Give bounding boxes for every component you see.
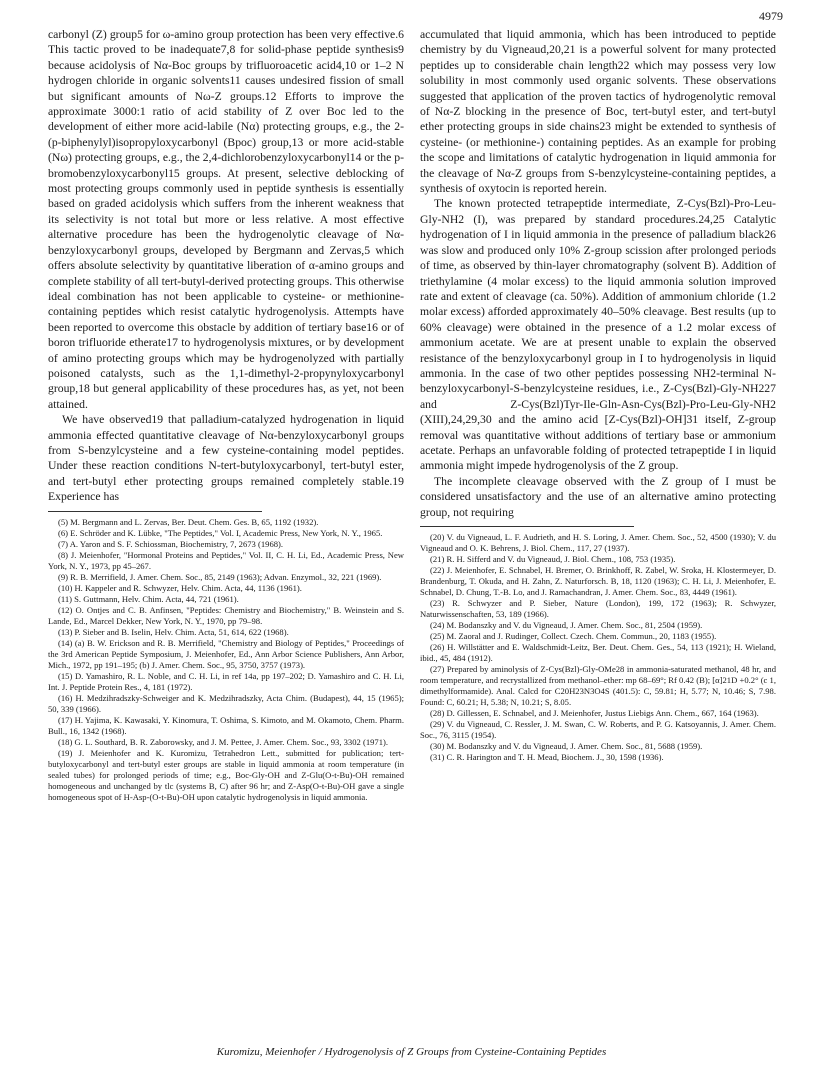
reference-item: (20) V. du Vigneaud, L. F. Audrieth, and H. S. Loring, J. Amer. Chem. Soc., 52, 4500 (1930); V. du Vigneaud and O. K. Behrens, J. Biol. Chem., 117, 27 (1937). [420,532,776,553]
reference-item: (22) J. Meienhofer, E. Schnabel, H. Bremer, O. Brinkhoff, R. Zabel, W. Sroka, H. Klostermeyer, D. Brandenburg, T. Okuda, and H. Zahn, Z. Naturforsch. B, 18, 1120 (1963); C. H. Li, J. Meienhofer, E. Schnabel, D. Chung, T.-B. Lo, and J. Ramachandran, J. Amer. Chem. Soc., 83, 4449 (1961). [420,565,776,597]
reference-item: (14) (a) B. W. Erickson and R. B. Merrifield, "Chemistry and Biology of Peptides," Proceedings of the 3rd American Peptide Symposium, J. Meienhofer, Ed., Ann Arbor Science Publishers, Ann Arbor, Mich., 1972, pp 191–195; (b) J. Amer. Chem. Soc., 95, 3750, 3757 (1973). [48,637,404,670]
running-footer: Kuromizu, Meienhofer / Hydrogenolysis of Z Groups from Cysteine-Containing Peptides [216,1046,607,1058]
reference-item: (7) A. Yaron and S. F. Schiossman, Biochemistry, 7, 2673 (1968). [58,538,284,549]
reference-item: (25) M. Zaoral and J. Rudinger, Collect. Czech. Chem. Commun., 20, 1183 (1955). [430,631,717,641]
body-paragraph: The incomplete cleavage observed with the Z group of I must be considered unsatisfactory and the use of an alternative amino protecting group, not requiring [420,474,776,519]
reference-item: (10) H. Kappeler and R. Schwyzer, Helv. Chim. Acta, 44, 1136 (1961). [58,582,302,593]
left-column [48,27,404,803]
reference-list [48,517,404,803]
reference-item: (18) G. L. Southard, B. R. Zaborowsky, and J. M. Pettee, J. Amer. Chem. Soc., 93, 3302 (1971). [58,736,389,747]
body-paragraph: We have observed19 that palladium-catalyzed hydrogenation in liquid ammonia effected quantitative cleavage of Nα-benzyloxycarbonyl groups from S-benzylcysteine and a few cysteine-containing model peptides. Under these reaction conditions N-tert-butyloxycarbonyl, tert-butyl ester, and tert-butyl ether protecting groups remained completely stable.19 Experience has [48,413,404,504]
reference-item: (9) R. B. Merrifield, J. Amer. Chem. Soc., 85, 2149 (1963); Advan. Enzymol., 32, 221 (1969). [58,571,382,582]
footnote-divider [48,511,262,512]
reference-item: (11) S. Guttmann, Helv. Chim. Acta, 44, 721 (1961). [58,593,239,604]
reference-item: (28) D. Gillessen, E. Schnabel, and J. Meienhofer, Justus Liebigs Ann. Chem., 667, 164 (1963). [430,708,759,718]
reference-item: (5) M. Bergmann and L. Zervas, Ber. Deut. Chem. Ges. B, 65, 1192 (1932). [58,516,319,527]
reference-item: (30) M. Bodanszky and V. du Vigneaud, J. Amer. Chem. Soc., 81, 5688 (1959). [430,741,703,751]
reference-item: (27) Prepared by aminolysis of Z-Cys(Bzl)-Gly-OMe28 in ammonia-saturated methanol, 48 hr, and room temperature, and recrystallized from methanol–ether: mp 68–69°; Rf 0.42 (B); [α]21D +0.2° (c 1, dimethylformamide). Anal. Calcd for C20H23N3O4S (401.5): C, 59.81; H, 5.77; N, 10.46; S, 7.98. Found: C, 60.21; H, 5.38; N, 10.21; S, 8.05. [420,664,776,707]
reference-list [420,532,776,763]
reference-item: (16) H. Medzihradszky-Schweiger and K. Medzihradszky, Acta Chim. (Budapest), 44, 15 (1965); 50, 339 (1966). [48,692,404,714]
reference-item: (15) D. Yamashiro, R. L. Noble, and C. H. Li, in ref 14a, pp 197–202; D. Yamashiro and C. H. Li, Int. J. Peptide Protein Res., 4, 181 (1972). [48,670,404,692]
body-paragraph: carbonyl (Z) group5 for ω-amino group protection has been very effective.6 This tactic proved to be inadequate7,8 for solid-phase peptide synthesis9 because acidolysis of Nα-Boc groups by trifluoroacetic acid4,10 or 1–2 N hydrogen chloride in organic solvents11 causes undesired fission of small but significant amounts of Nω-Z groups.12 Efforts to improve the approximate 3000:1 ratio of acid stability of Z over Boc led to the development of either more acid-labile (Nα) protecting groups, e.g., the 2-(p-biphenylyl)isopropyloxycarbonyl (Bpoc) group,13 or more acid-stable (Nω) protecting groups, e.g., the 2,4-dichlorobenzyloxycarbonyl14 or the p-bromobenzyloxycarbonyl15 groups. At present, selective deblocking of most protecting groups commonly used in peptide synthesis is essentially based on graded acidolysis which suffers from the inherent weakness that its selectivity is not total but more or less relative. A most effective alternative procedure has been the hydrogenolytic cleavage of Nα-benzyloxycarbonyl groups, developed by Bergmann and Zervas,5 which offers absolute selectivity by quantitative liberation of α-amino groups and complete stability of all tert-butyl-derived protecting groups. This otherwise ideal combination has not been applicable to cysteine- or methionine-containing peptides which resist catalytic hydrogenolysis. Attempts have been reported to overcome this obstacle by addition of tertiary base16 or of boron trifluoride etherate17 to hydrogenolysis mixtures, or by development of amino protecting groups which may be hydrogenolyzed with partially poisoned catalysts, such as the 1,1-dimethyl-2-propynyloxycarbonyl group,18 but general applicability of these procedures has, as yet, not been attained. [48,28,404,411]
reference-item: (21) R. H. Sifferd and V. du Vigneaud, J. Biol. Chem., 108, 753 (1935). [430,554,676,564]
footnote-divider [420,526,634,527]
reference-item: (13) P. Sieber and B. Iselin, Helv. Chim. Acta, 51, 614, 622 (1968). [58,626,289,637]
reference-item: (29) V. du Vigneaud, C. Ressler, J. M. Swan, C. W. Roberts, and P. G. Katsoyannis, J. Amer. Chem. Soc., 76, 3115 (1954). [420,719,776,740]
reference-item: (31) C. R. Harington and T. H. Mead, Biochem. J., 30, 1598 (1936). [430,752,664,762]
reference-item: (8) J. Meienhofer, "Hormonal Proteins and Peptides," Vol. II, C. H. Li, Ed., Academic Press, New York, N. Y., 1973, pp 45–267. [48,549,404,571]
page-number: 4979 [759,9,783,23]
reference-item: (26) H. Willstätter and E. Waldschmidt-Leitz, Ber. Deut. Chem. Ges., 54, 113 (1921); H. Wieland, ibid., 45, 484 (1912). [420,642,776,663]
reference-item: (24) M. Bodanszky and V. du Vigneaud, J. Amer. Chem. Soc., 81, 2504 (1959). [430,620,703,630]
reference-item: (6) E. Schröder and K. Lübke, "The Peptides," Vol. I, Academic Press, New York, N. Y., 1965. [58,527,383,538]
reference-item: (17) H. Yajima, K. Kawasaki, Y. Kinomura, T. Oshima, S. Kimoto, and M. Okamoto, Chem. Pharm. Bull., 16, 1342 (1968). [48,714,404,736]
reference-item: (12) O. Ontjes and C. B. Anfinsen, "Peptides: Chemistry and Biochemistry," B. Weinstein and S. Lande, Ed., Marcel Dekker, New York, N. Y., 1970, pp 79–98. [48,604,404,626]
reference-item: (19) J. Meienhofer and K. Kuromizu, Tetrahedron Lett., submitted for publication; tert-butyloxycarbonyl and tert-butyl ester groups are stable in liquid ammonia at room temperature (in sealed tubes) for prolonged periods of time; e.g., Boc-Gly-OH and Z-Glu(O-t-Bu)-OH remained homogeneous and unchanged by tlc (systems B, C) after 96 hr; and Z-Asp(O-t-Bu)-OH gave a single homogeneous spot of H-Asp-(O-t-Bu)-OH upon catalytic hydrogenolysis in liquid ammonia. [48,747,404,802]
body-paragraph: The known protected tetrapeptide intermediate, Z-Cys(Bzl)-Pro-Leu-Gly-NH2 (I), was prepared by standard procedures.24,25 Catalytic hydrogenation of I in liquid ammonia in the presence of palladium black26 was slow and produced only 10% Z-group scission after prolonged periods of time, as observed by thin-layer chromatography (solvent B). Addition of triethylamine (4 molar excess) to the liquid ammonia solution improved rate and extent of cleavage (ca. 50%). Addition of ammonium chloride (1.2 molar excess) afforded approximately 40–50% cleavage. Best results (up to 60% cleavage) were obtained in the presence of a 1.2 molar excess of ammonium acetate. We are at present unable to explain the observed resistance of the benzyloxycarbonyl group in I to hydrogenolysis in liquid ammonia. In the case of two other peptides possessing NH2-terminal N-benzyloxycarbonyl-S-benzylcysteine residues, i.e., Z-Cys(Bzl)-Gly-NH227 and Z-Cys(Bzl)Tyr-Ile-Gln-Asn-Cys(Bzl)-Pro-Leu-Gly-NH2 (XIII),24,29,30 and the amino acid [Z-Cys(Bzl)-OH]31 itself, Z-group removal was quantitative without additions of tertiary base or ammonium acetate. Perhaps an unfavorable folding of protected tetrapeptide I in liquid ammonia might impede hydrogenolysis of the Z group. [420,197,776,473]
right-column [420,27,776,763]
reference-item: (23) R. Schwyzer and P. Sieber, Nature (London), 199, 172 (1963); R. Schwyzer, Naturwissenschaften, 53, 189 (1966). [420,598,776,619]
body-paragraph: accumulated that liquid ammonia, which has been introduced to peptide chemistry by du Vigneaud,20,21 is a powerful solvent for many protected peptides up to considerable chain length22 which may possess very low solubility in most commonly used organic solvents. These observations suggested that application of the proven tactics of hydrogenolytic removal of Nα-Z blocking in the presence of Boc, tert-butyl ester, and tert-butyl ether protecting groups in side chains23 might be extended to synthesis of cysteine- (or methionine-) containing peptides. As an example for probing the scope and limitations of catalytic hydrogenation in liquid ammonia for the cleavage of Nα-Z groups from S-benzylcysteine-containing peptides, a synthesis of oxytocin is reported herein. [420,28,776,196]
